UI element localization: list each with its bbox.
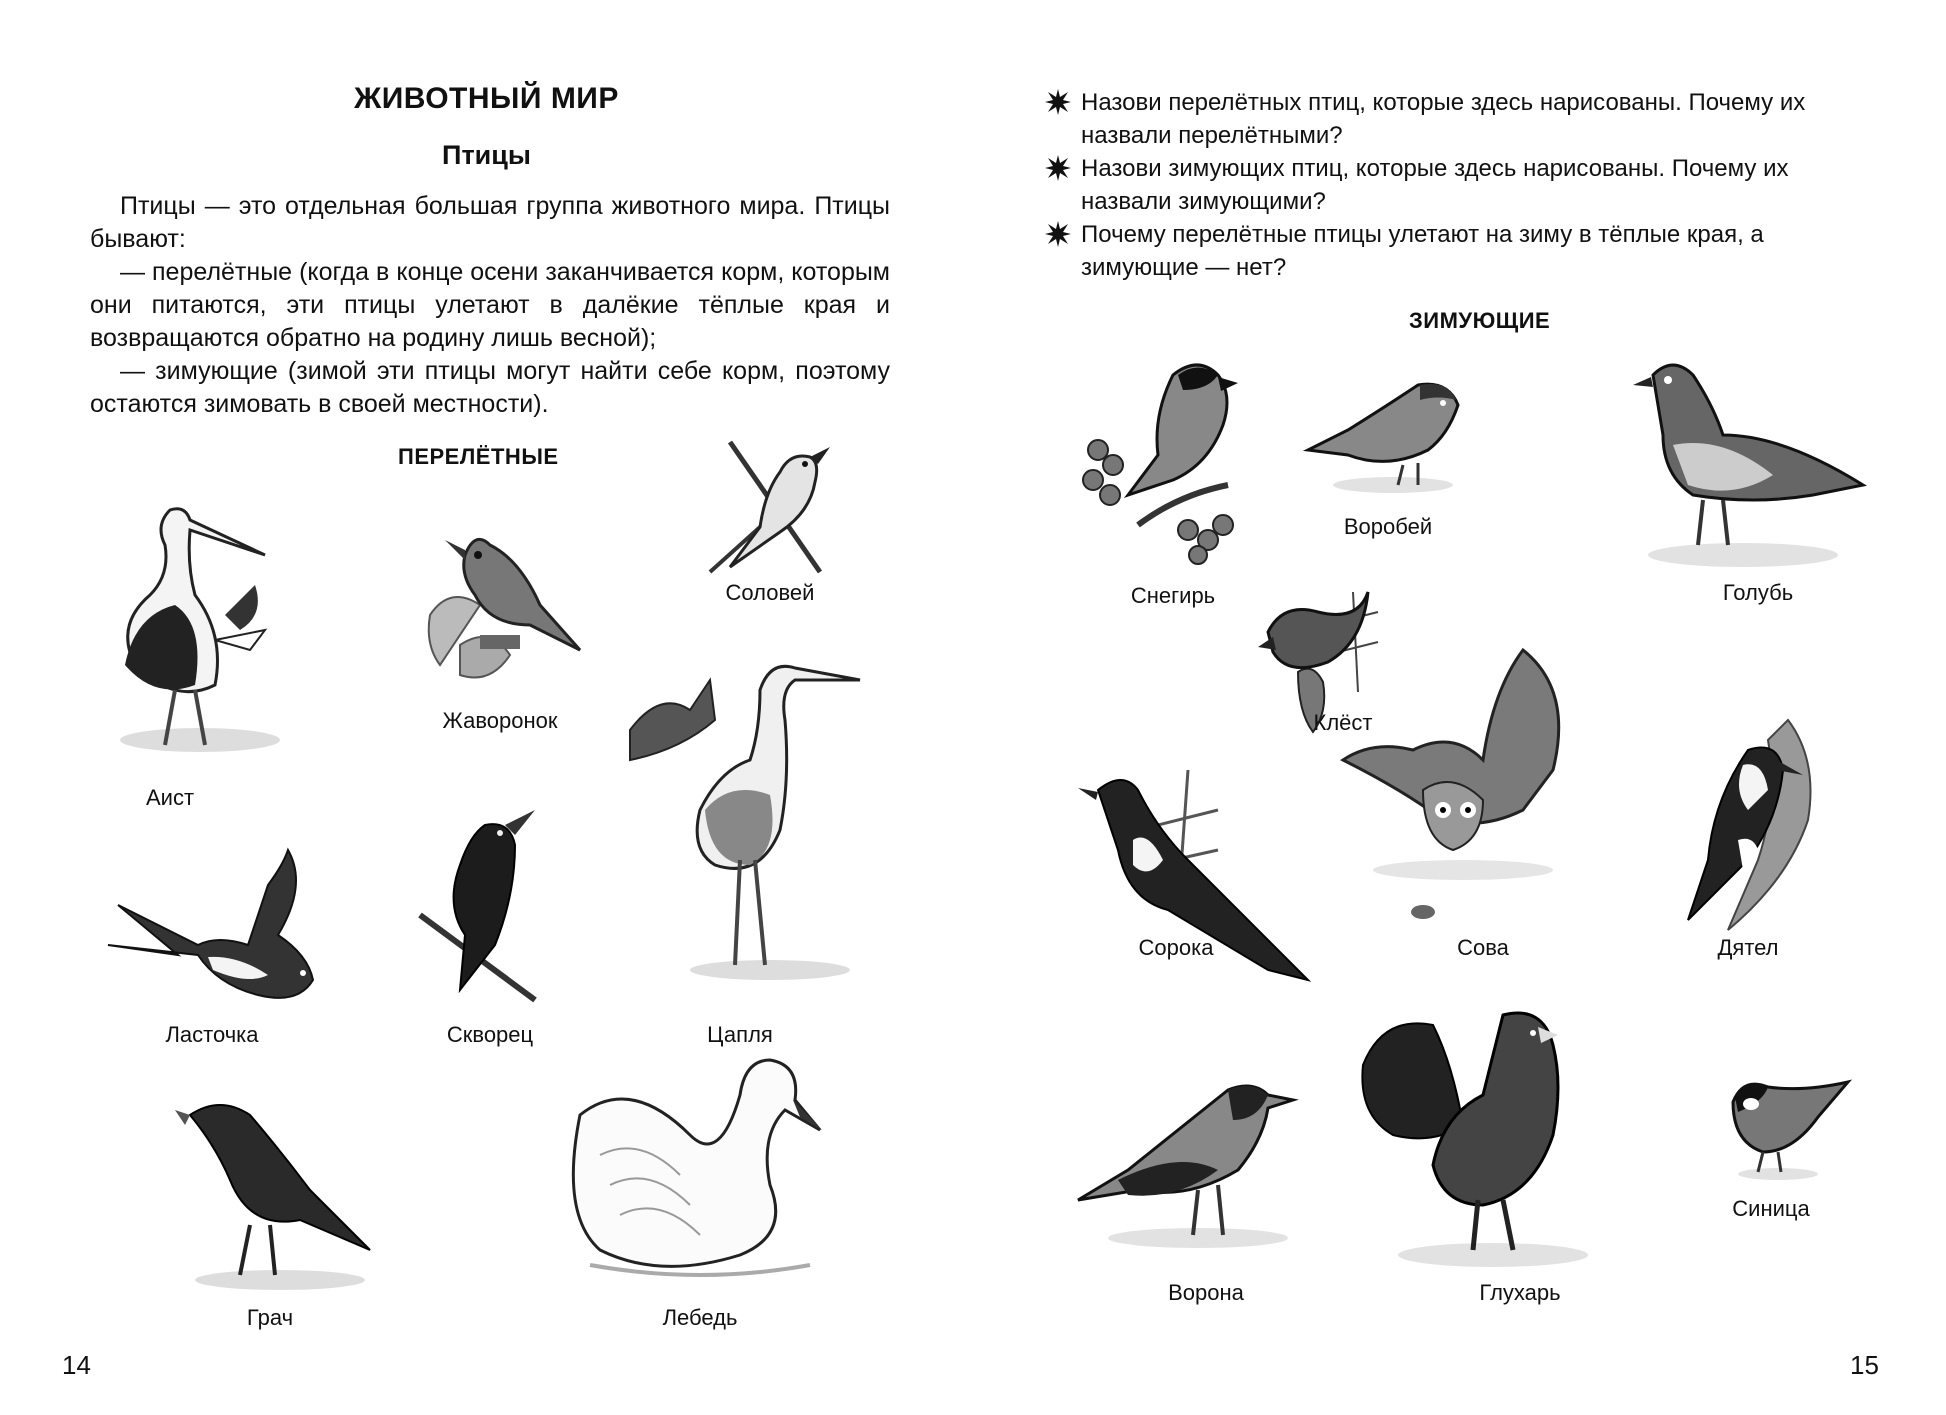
- intro-paragraph: Птицы — это отдельная большая группа животного мира. Птицы бывают:: [90, 192, 890, 253]
- woodpecker-illustration: [1668, 720, 1823, 930]
- sparrow-caption: Воробей: [1343, 514, 1433, 539]
- wintering-heading: ЗИМУЮЩИЕ: [1409, 308, 1551, 333]
- capercaillie-caption: Глухарь: [1479, 1280, 1561, 1305]
- tit-illustration: [1723, 1072, 1848, 1182]
- tit-caption: Синица: [1732, 1196, 1810, 1221]
- swallow-illustration: [108, 845, 330, 1005]
- star-bullet-icon: [1045, 221, 1071, 247]
- stork-illustration: [95, 465, 305, 755]
- page-title: ЖИВОТНЫЙ МИР: [354, 82, 619, 115]
- page-subtitle: Птицы: [442, 140, 531, 170]
- lark-caption: Жаворонок: [442, 708, 558, 733]
- sparrow-illustration: [1308, 375, 1468, 495]
- intro-paragraph-migratory: — перелётные (когда в конце осени заканчивается корм, которым они питаются, эти птицы улетают в далёкие тёплые края и возвращаются обратно на родину лишь весной);: [90, 258, 890, 352]
- starling-caption: Скворец: [446, 1022, 534, 1047]
- bullfinch-caption: Снегирь: [1130, 583, 1216, 608]
- questions-list: [1043, 86, 1873, 284]
- pigeon-caption: Голубь: [1722, 580, 1794, 605]
- question-text: Почему перелётные птицы улетают на зиму в тёплые края, а зимующие — нет?: [1081, 221, 1764, 281]
- swan-illustration: [560, 1055, 850, 1285]
- bullfinch-illustration: [1078, 355, 1248, 565]
- magpie-caption: Сорока: [1138, 935, 1214, 960]
- star-bullet-icon: [1045, 155, 1071, 181]
- rook-caption: Грач: [246, 1305, 294, 1330]
- heron-caption: Цапля: [707, 1022, 773, 1047]
- swan-caption: Лебедь: [662, 1305, 738, 1330]
- intro-text: [90, 190, 890, 421]
- capercaillie-illustration: [1353, 1005, 1593, 1270]
- owl-illustration: [1343, 650, 1583, 925]
- crow-caption: Ворона: [1168, 1280, 1244, 1305]
- crow-illustration: [1078, 1080, 1293, 1250]
- question-item: [1043, 152, 1873, 218]
- page-number: 14: [62, 1350, 91, 1380]
- pigeon-illustration: [1633, 355, 1863, 570]
- owl-caption: Сова: [1457, 935, 1509, 960]
- intro-paragraph-wintering: — зимующие (зимой эти птицы могут найти себе корм, поэтому остаются зимовать в своей местности).: [90, 357, 890, 418]
- nightingale-caption: Соловей: [725, 580, 815, 605]
- rook-illustration: [170, 1090, 375, 1290]
- crossbill-caption: Клёст: [1313, 710, 1373, 735]
- migratory-heading: ПЕРЕЛЁТНЫЕ: [398, 444, 559, 469]
- starling-illustration: [415, 805, 540, 1005]
- page-number: 15: [1850, 1350, 1879, 1380]
- woodpecker-caption: Дятел: [1717, 935, 1779, 960]
- swallow-caption: Ласточка: [165, 1022, 259, 1047]
- heron-illustration: [620, 650, 860, 980]
- question-text: Назови зимующих птиц, которые здесь нарисованы. Почему их назвали зимующими?: [1081, 155, 1789, 215]
- star-bullet-icon: [1045, 89, 1071, 115]
- lark-illustration: [420, 515, 585, 695]
- right-page: [973, 0, 1946, 1415]
- question-item: [1043, 86, 1873, 152]
- stork-caption: Аист: [145, 785, 195, 810]
- question-text: Назови перелётных птиц, которые здесь нарисованы. Почему их назвали перелётными?: [1081, 89, 1806, 149]
- nightingale-illustration: [700, 432, 845, 577]
- question-item: [1043, 218, 1873, 284]
